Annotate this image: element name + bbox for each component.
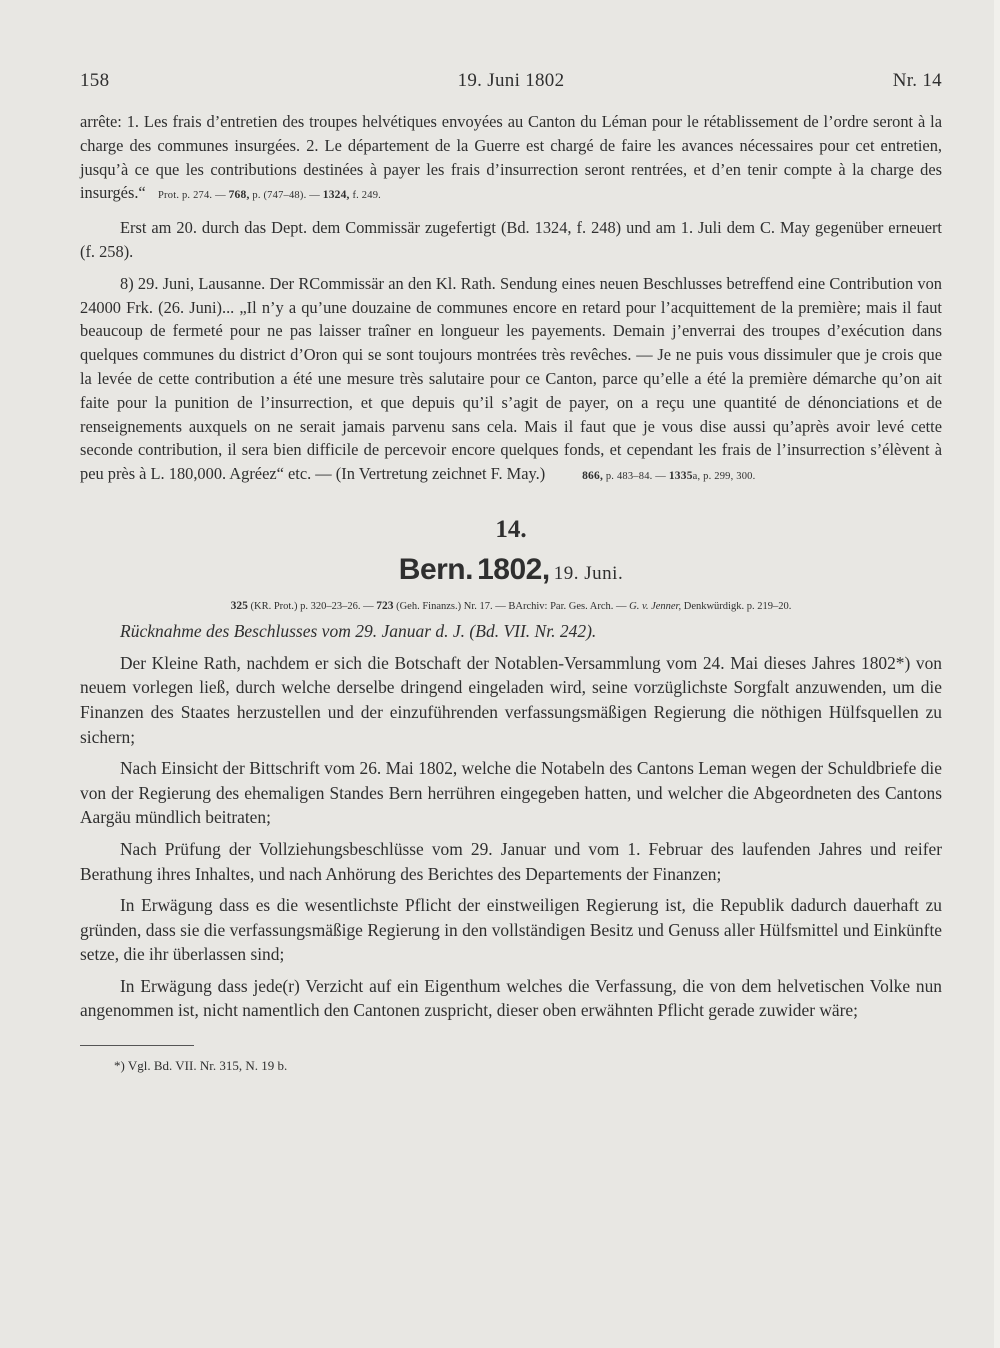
paragraph-arrete-text: arrête: 1. Les frais d’entretien des troupes helvétiques envoyées au Canton du Léman pour le rétablissement de l’ordre seront à la charge des communes insurgées. 2. Le département de la Guerre est chargé de faire les avances nécessaires pour cet entretien, jusqu’à ce que les contributions destinées à payer les frais d’insurrection seront rentrées, et d’en tenir compte à la charge des insurgés.“	[80, 112, 942, 203]
decree-paragraph: Nach Einsicht der Bittschrift vom 26. Mai 1802, welche die Notabeln des Cantons Leman wegen der Schuldbriefe die von der Regierung des ehemaligen Standes Bern herrühren eingegeben hatten, und welcher die Abgeordneten des Cantons Aargäu mündlich beitraten;	[80, 758, 942, 828]
paragraph-lausanne-text: 8) 29. Juni, Lausanne. Der RCommissär an den Kl. Rath. Sendung eines neuen Beschlusses betreffend eine Contribution von 24000 Frk. (26. Juni)... „Il n’y a qu’une douzaine de communes encore en retard pour l’acquittement de la première; mais il faut beaucoup de fermeté pour ne pas laisser traîner en longueur les payements. Demain j’enverrai des troupes d’exécution dans quelques communes du district d’Oron qui se sont toujours montrées très revêches. — Je ne puis vous dissimuler que je crois que la levée de cette contribution a été une mesure très salutaire pour ce Canton, parce qu’elle a été la première démarche qu’on ait faite pour la punition de l’insurrection, et que depuis qu’il s’agit de payer, on a reçu une quantité de dénonciations et de renseignements auxquels on ne serait jamais parvenu sans cela. Mais il faut que je vous dise aussi qu’après avoir levé cette seconde contribution, il sera bien difficile de percevoir encore quelques fonds, et cependant les frais de l’insurrection s’élèvent à peu près à L. 180,000. Agréez“ etc. — (In Vertretung zeichnet F. May.)	[80, 273, 942, 484]
section-title	[80, 553, 942, 591]
decree-paragraph: Nach Prüfung der Vollziehungsbeschlüsse vom 29. Januar und vom 1. Februar des laufenden Jahres und reifer Berathung ihres Inhaltes, und nach Anhörung des Berichtes des Departements der Finanzen;	[80, 838, 942, 884]
header-date: 19. Juni 1802	[457, 70, 565, 91]
subject-line: Rücknahme des Beschlusses vom 29. Januar d. J. (Bd. VII. Nr. 242).	[120, 620, 597, 641]
source-references: 325 (KR. Prot.) p. 320–23–26. — 723 (Geh. Finanzs.) Nr. 17. — BArchiv: Par. Ges. Arch. — G. v. Jenner, Denkwürdigk. p. 219–20.	[230, 599, 792, 612]
footnote: *) Vgl. Bd. VII. Nr. 315, N. 19 b.	[114, 1058, 288, 1074]
footnote-divider	[80, 1045, 194, 1046]
page-number: 158	[80, 70, 110, 91]
section-number: 14.	[495, 515, 527, 543]
archive-reference: 866, p. 483–84. — 1335a, p. 299, 300.	[582, 470, 756, 483]
decree-paragraph: In Erwägung dass es die wesentlichste Pflicht der einstweiligen Regierung ist, die Republik dadurch dauerhaft zu gründen, dass sie die verfassungsmäßige Regierung in den vollständigen Besitz und Genuss aller Hülfsmittel und Einkünfte setze, die ihr überlassen sind;	[80, 895, 942, 965]
page-body	[80, 110, 942, 1078]
title-date: 19. Juni.	[553, 562, 624, 584]
title-year: 1802,	[477, 552, 550, 586]
paragraph-erst: Erst am 20. durch das Dept. dem Commissär zugefertigt (Bd. 1324, f. 248) und am 1. Juli dem C. May gegenüber erneuert (f. 258).	[80, 218, 942, 261]
decree-text	[80, 651, 942, 1023]
decree-paragraph: In Erwägung dass jede(r) Verzicht auf ein Eigenthum welches die Verfassung, die von dem helvetischen Volke nun angenommen ist, nicht namentlich den Cantonen zuspricht, dieser oben erwähnten Pflicht gerade zuwider wäre;	[80, 975, 942, 1021]
archive-reference: Prot. p. 274. — 768, p. (747–48). — 1324, f. 249.	[158, 189, 381, 202]
paragraph-arrete	[80, 110, 942, 208]
decree-paragraph: Der Kleine Rath, nachdem er sich die Botschaft der Notablen-Versammlung vom 24. Mai dieses Jahres 1802*) von neuem vorlegen ließ, durch welche derselbe dringend eingeladen wird, seine vorzüglichste Sorgfalt anzuwenden, um die Finanzen des Staates herzustellen und der einzuführenden verfassungsmäßigen Regierung die nöthigen Hülfsquellen zu sichern;	[80, 652, 942, 747]
title-place: Bern.	[398, 552, 473, 586]
paragraph-lausanne	[80, 272, 942, 489]
header-document-number: Nr. 14	[892, 70, 942, 91]
